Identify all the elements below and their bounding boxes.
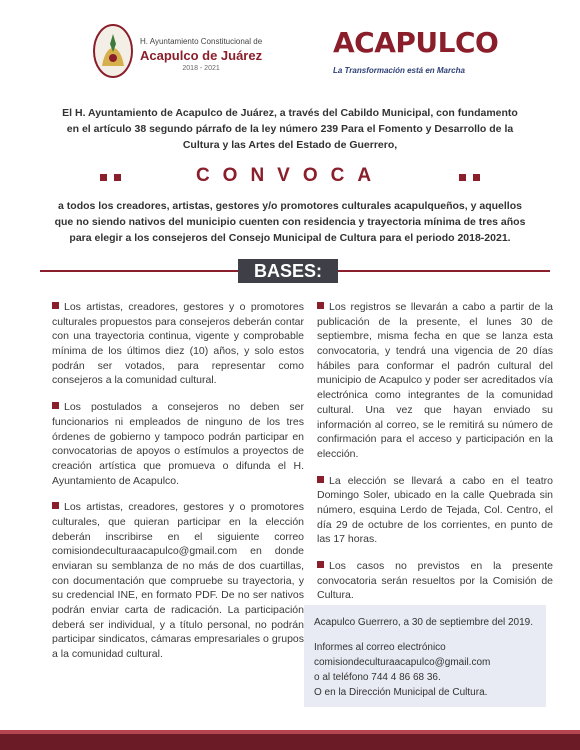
acapulco-logo-word: ACAPULCO [333, 26, 499, 59]
intro-paragraph: El H. Ayuntamiento de Acapulco de Juárez, a través del Cabildo Municipal, con fundamento en el artículo 38 segundo párrafo de la ley número 239 Para el Fomento y Desarrollo de la Cultura y las Artes del Estado de Guerrero, [62, 107, 518, 151]
info-email: comisiondeculturaacapulco@gmail.com [314, 657, 491, 668]
ayuntamiento-title [140, 38, 262, 73]
square-bullet-icon [317, 476, 324, 483]
base-item [317, 559, 553, 603]
ayuntamiento-big: Acapulco de Juárez [140, 47, 263, 63]
convoca-heading [100, 165, 480, 189]
base-item-text: Los postulados a consejeros no deben ser funcionarios ni empleados de ninguno de los tres órdenes de gobierno y tampoco podrán participar en convocatorias de apoyos o estímulos a proyectos de creación artística que promueva o difunda el H. Ayuntamiento de Acapulco. [52, 401, 304, 487]
base-item [52, 400, 304, 488]
square-bullet-icon [52, 502, 59, 509]
base-item [317, 300, 553, 462]
square-bullet-icon [52, 402, 59, 409]
square-bullet-icon [317, 302, 324, 309]
base-item-text: Los casos no previstos en la presente convocatoria serán resueltos por la Comisión de Cultura. [317, 560, 553, 602]
base-item-text: Los artistas, creadores, gestores y o promotores culturales propuestos para consejeros deberán contar con una trayectoria continua, vigente y comprobable mínima de los últimos diez (10) años, y solo estos podrán ser votados, para representar como consejeros a la comunidad cultural. [52, 301, 304, 387]
base-item [52, 300, 304, 388]
info-line: Informes al correo electrónico [314, 642, 446, 653]
ayuntamiento-years: 2018 - 2021 [182, 65, 220, 73]
footer-bar [0, 734, 580, 750]
convoca-body: a todos los creadores, artistas, gestores y/o promotores culturales acapulqueños, y aquellos que no siendo nativos del municipio cuenten con residencia y trayectoria mínima de tres años para elegir a los consejeros del Consejo Municipal de Cultura para el periodo 2018-2021. [54, 200, 526, 244]
square-bullet-icon [473, 174, 480, 181]
bases-divider-right [338, 270, 550, 272]
acapulco-logo [333, 26, 499, 82]
square-bullet-icon [52, 302, 59, 309]
ayuntamiento-small: H. Ayuntamiento Constitucional de [140, 37, 263, 46]
info-office: O en la Dirección Municipal de Cultura. [314, 687, 488, 698]
square-bullet-icon [317, 561, 324, 568]
ayuntamiento-seal-icon [92, 22, 134, 80]
bases-divider-left [40, 270, 238, 272]
base-item-text: Los artistas, creadores, gestores y o promotores culturales, que quieran participar en la elección deberán inscribirse en el siguiente correo comisiondeculturaacapulco@gmail.com en donde enviaran su semblanza de no más de dos cuartillas, con documentación que compruebe su trayectoria, y su credencial INE, en formato PDF. De no ser nativos podrán enviar carta de radicación. La participación deberá ser individual, y a título personal, no podrán participar sindicatos, cámaras empresariales o grupos a la comunidad cultural. [52, 501, 304, 661]
bases-title: BASES: [238, 259, 338, 283]
header [0, 0, 580, 100]
left-column [52, 300, 304, 674]
square-bullet-icon [459, 174, 466, 181]
info-date: Acapulco Guerrero, a 30 de septiembre del 2019. [314, 617, 534, 628]
acapulco-logo-tagline: La Transformación está en Marcha [333, 66, 465, 75]
info-box [304, 605, 546, 707]
info-phone: o al teléfono 744 4 86 68 36. [314, 672, 441, 683]
convoca-title: CONVOCA [195, 165, 385, 186]
base-item [52, 500, 304, 662]
base-item-text: Los registros se llevarán a cabo a partir de la publicación de la presente, el lunes 30 de septiembre, misma fecha en que se lanza esta convocatoria, y tendrá una vigencia de 20 días hábiles para conformar el padrón cultural del municipio de Acapulco y poder ser acreditados vía electrónica como integrantes de la comunidad cultural. Una vez que hayan enviado su información al correo, se le remitirá su número de confirmación para el acceso y participación en la elección. [317, 301, 553, 460]
base-item-text: La elección se llevará a cabo en el teatro Domingo Soler, ubicado en la calle Quebrada sin número, esquina Lerdo de Tejada, Col. Centro, el día 29 de octubre de los corrientes, en punto de las 17 horas. [317, 474, 553, 546]
right-column [317, 300, 553, 615]
base-item [317, 474, 553, 547]
